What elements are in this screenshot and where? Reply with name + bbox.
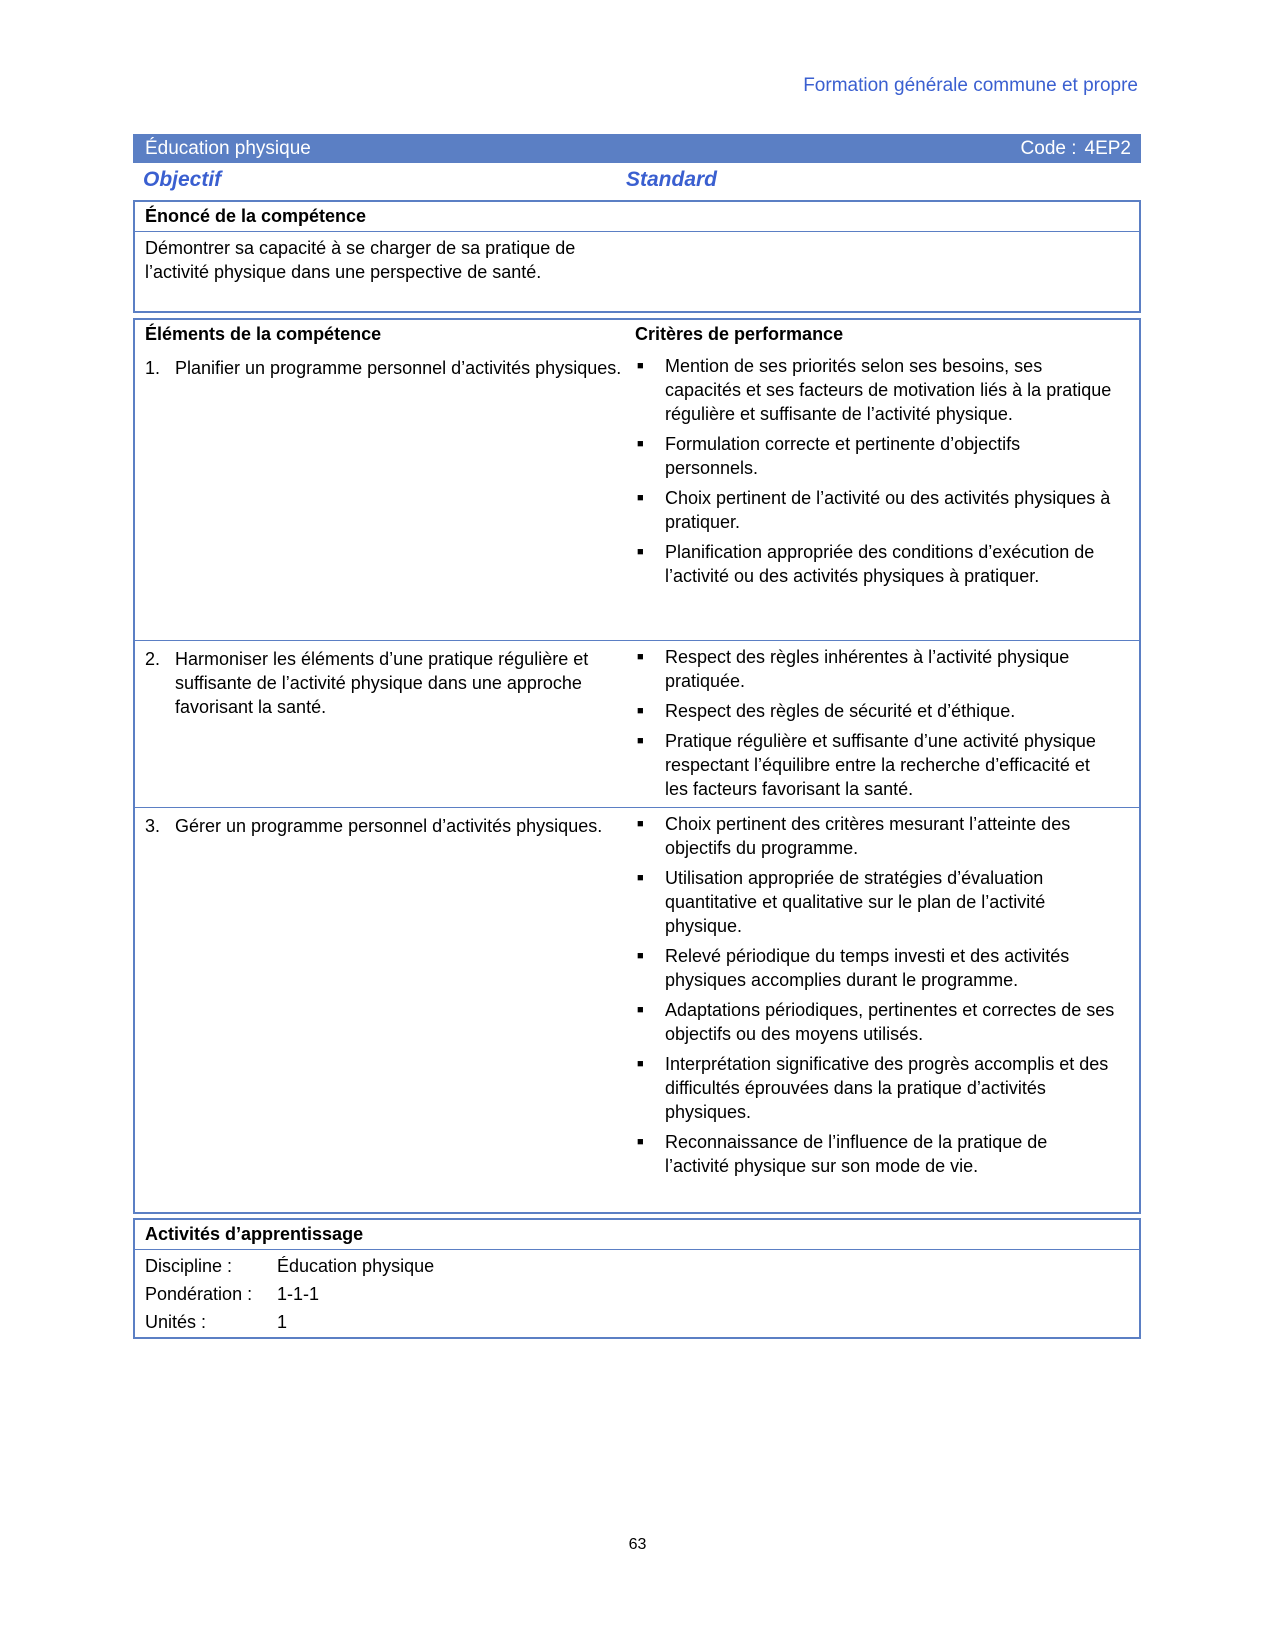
criterion-text: Respect des règles de sécurité et d’éthique. bbox=[665, 701, 1016, 721]
element-text: Harmoniser les éléments d’une pratique régulière et suffisante de l’activité physique dans une approche favorisant la santé. bbox=[175, 649, 589, 717]
criterion-text: Formulation correcte et pertinente d’objectifs personnels. bbox=[665, 434, 1021, 478]
criterion-text: Mention de ses priorités selon ses besoins, ses capacités et ses facteurs de motivation liés à la pratique régulière et suffisante de l’activité physique. bbox=[665, 356, 1112, 424]
discipline-label: Discipline : bbox=[145, 1256, 233, 1276]
criterion-text: Interprétation significative des progrès accomplis et des difficultés éprouvées dans la pratique d’activités physiques. bbox=[665, 1054, 1109, 1122]
element-1 bbox=[135, 354, 635, 640]
unites-label: Unités : bbox=[145, 1312, 207, 1332]
bullet-icon: ■ bbox=[637, 492, 644, 504]
criterion bbox=[635, 812, 1125, 860]
criterion-text: Choix pertinent des critères mesurant l’atteinte des objectifs du programme. bbox=[665, 814, 1071, 858]
element-text: Gérer un programme personnel d’activités physiques. bbox=[175, 816, 603, 836]
criteria-list-2 bbox=[635, 645, 1125, 807]
criterion-text: Choix pertinent de l’activité ou des activités physiques à pratiquer. bbox=[665, 488, 1111, 532]
course-code-value: 4EP2 bbox=[1084, 137, 1131, 159]
criterion-text: Respect des règles inhérentes à l’activité physique pratiquée. bbox=[665, 647, 1070, 691]
criterion bbox=[635, 729, 1125, 801]
bullet-icon: ■ bbox=[637, 1004, 644, 1016]
bullet-icon: ■ bbox=[637, 438, 644, 450]
element-number: 3. bbox=[145, 816, 161, 836]
criterion-text: Reconnaissance de l’influence de la pratique de l’activité physique sur son mode de vie. bbox=[665, 1132, 1048, 1176]
criterion bbox=[635, 432, 1125, 480]
criteria-heading: Critères de performance bbox=[635, 324, 844, 344]
elements-heading-row bbox=[135, 320, 1139, 350]
bullet-icon: ■ bbox=[637, 872, 644, 884]
element-number: 1. bbox=[145, 358, 161, 378]
bullet-icon: ■ bbox=[637, 1136, 644, 1148]
criteria-list-3 bbox=[635, 812, 1125, 1207]
elements-heading: Éléments de la compétence bbox=[145, 324, 382, 344]
criterion-text: Adaptations périodiques, pertinentes et correctes de ses objectifs ou des moyens utilisés. bbox=[665, 1000, 1115, 1044]
criterion bbox=[635, 944, 1125, 992]
element-number: 2. bbox=[145, 649, 161, 669]
objective-standard-row bbox=[143, 168, 1133, 198]
competence-statement-heading: Énoncé de la compétence bbox=[135, 202, 1139, 232]
element-text: Planifier un programme personnel d’activités physiques. bbox=[175, 358, 622, 378]
criterion bbox=[635, 998, 1125, 1046]
criterion bbox=[635, 1052, 1125, 1124]
criteria-list-1 bbox=[635, 354, 1125, 640]
criterion bbox=[635, 486, 1125, 534]
bullet-icon: ■ bbox=[637, 1058, 644, 1070]
unites-line bbox=[135, 1308, 1139, 1336]
bullet-icon: ■ bbox=[637, 360, 644, 372]
course-discipline: Éducation physique bbox=[145, 137, 311, 159]
criterion bbox=[635, 866, 1125, 938]
competence-elements-box bbox=[133, 318, 1141, 1214]
bullet-icon: ■ bbox=[637, 705, 644, 717]
standard-label: Standard bbox=[626, 168, 718, 191]
page-number: 63 bbox=[628, 1536, 647, 1553]
element-row-2 bbox=[135, 640, 1139, 807]
discipline-line bbox=[135, 1252, 1139, 1280]
unites-value: 1 bbox=[277, 1312, 288, 1332]
learning-activities-heading: Activités d’apprentissage bbox=[135, 1220, 1139, 1250]
course-title-bar bbox=[133, 134, 1141, 163]
bullet-icon: ■ bbox=[637, 950, 644, 962]
competence-statement-text: Démontrer sa capacité à se charger de sa pratique de l’activité physique dans une perspective de santé. bbox=[145, 238, 576, 282]
bullet-icon: ■ bbox=[637, 651, 644, 663]
ponderation-label: Pondération : bbox=[145, 1284, 253, 1304]
bullet-icon: ■ bbox=[637, 818, 644, 830]
criterion bbox=[635, 1130, 1125, 1178]
course-code-label: Code : bbox=[1020, 137, 1077, 159]
bullet-icon: ■ bbox=[637, 735, 644, 747]
ponderation-line bbox=[135, 1280, 1139, 1308]
criterion bbox=[635, 540, 1125, 588]
element-row-3 bbox=[135, 807, 1139, 1207]
criterion bbox=[635, 699, 1125, 723]
learning-activities-box bbox=[133, 1218, 1141, 1339]
element-3 bbox=[135, 812, 635, 1207]
ponderation-value: 1-1-1 bbox=[277, 1284, 320, 1304]
element-2 bbox=[135, 645, 635, 807]
criterion bbox=[635, 354, 1125, 426]
criterion-text: Utilisation appropriée de stratégies d’évaluation quantitative et qualitative sur le plan de l’activité physique. bbox=[665, 868, 1046, 936]
criterion bbox=[635, 645, 1125, 693]
running-header: Formation générale commune et propre bbox=[803, 75, 1138, 96]
element-row-1 bbox=[135, 350, 1139, 640]
bullet-icon: ■ bbox=[637, 546, 644, 558]
course-code bbox=[1021, 138, 1131, 160]
criterion-text: Planification appropriée des conditions d’exécution de l’activité ou des activités physiques à pratiquer. bbox=[665, 542, 1095, 586]
discipline-value: Éducation physique bbox=[277, 1256, 435, 1276]
criterion-text: Relevé périodique du temps investi et des activités physiques accomplies durant le programme. bbox=[665, 946, 1070, 990]
objective-label: Objectif bbox=[143, 168, 222, 191]
criterion-text: Pratique régulière et suffisante d’une activité physique respectant l’équilibre entre la recherche d’efficacité et les facteurs favorisant la santé. bbox=[665, 731, 1096, 799]
competence-statement-box bbox=[133, 200, 1141, 313]
